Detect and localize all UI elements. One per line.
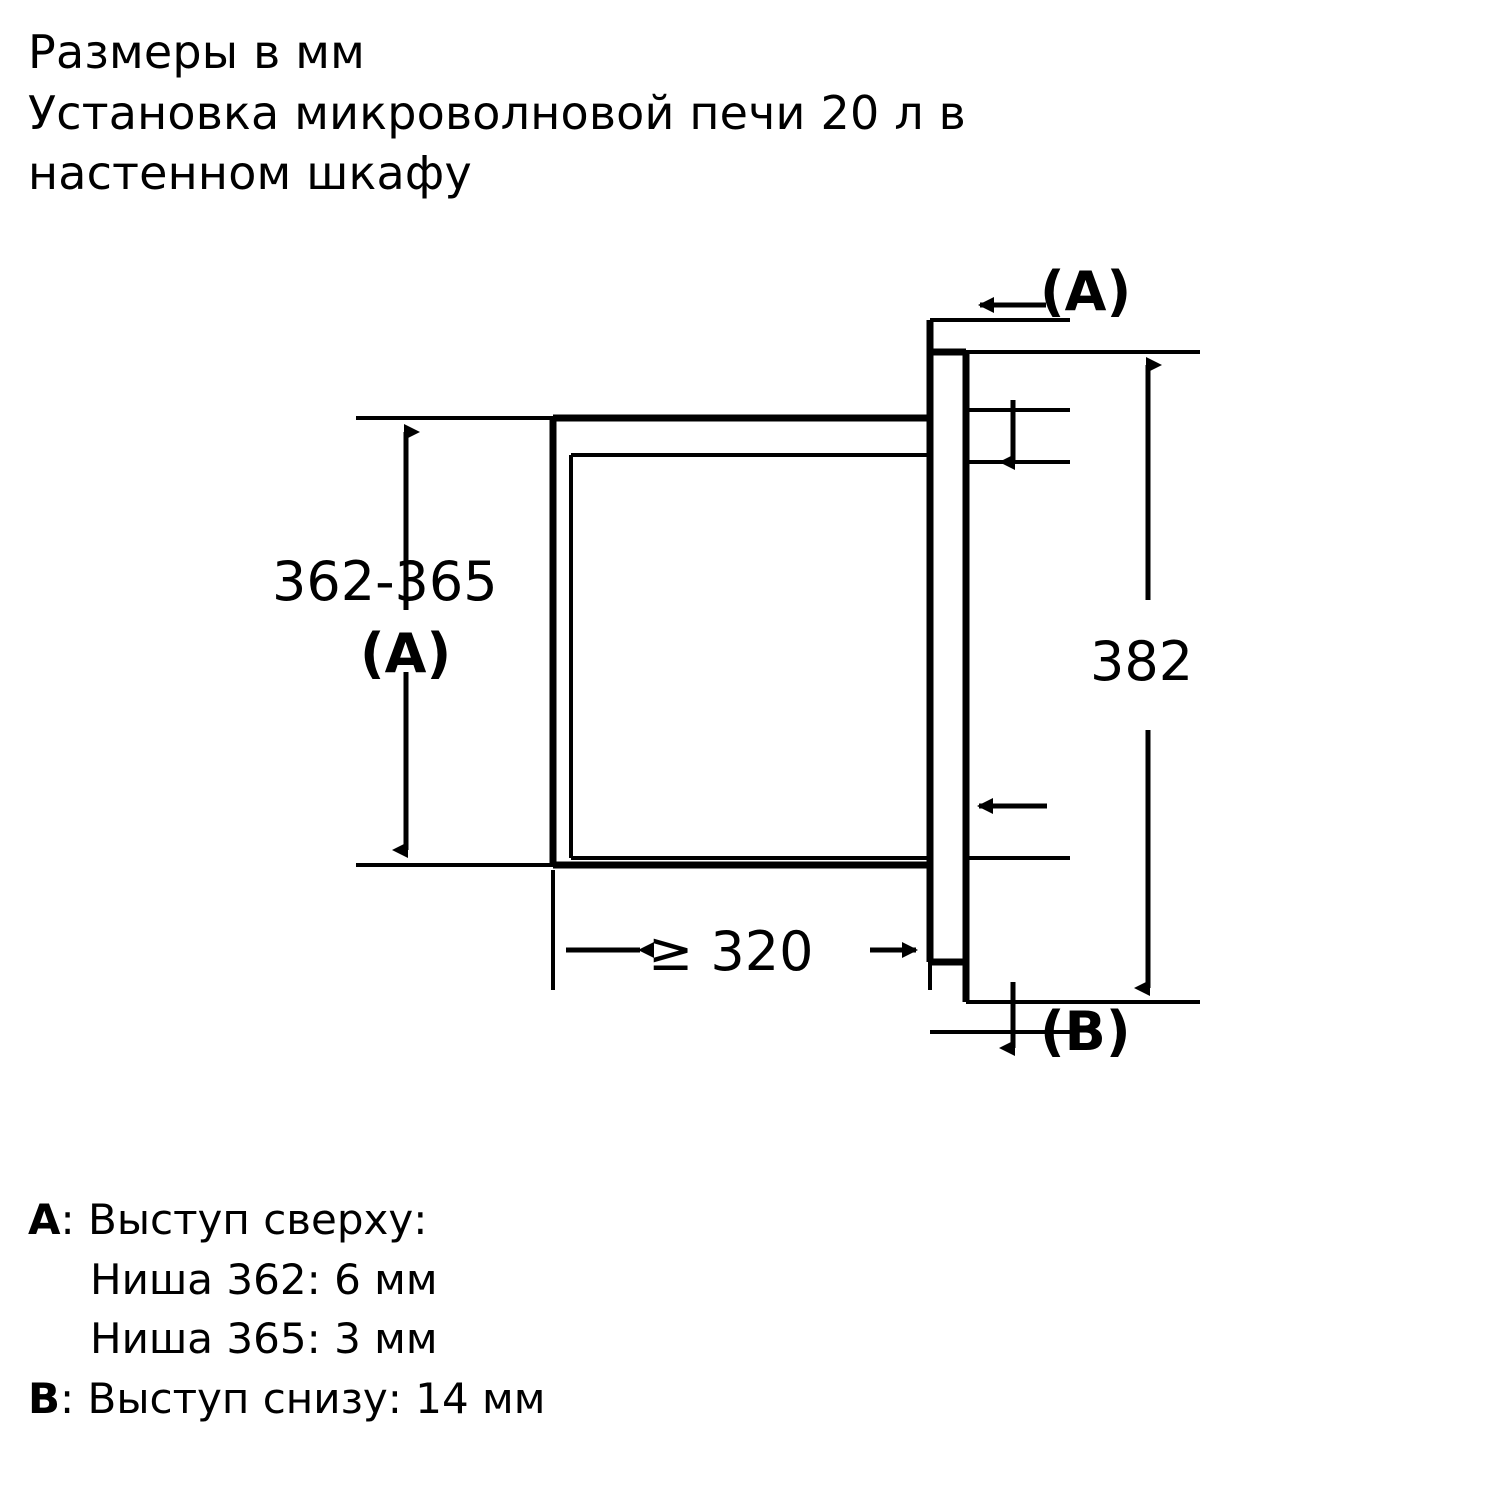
dim-top-overhang-label: (A) [1040, 260, 1132, 323]
legend-row-a [28, 1190, 1228, 1250]
appliance-body-outline [571, 455, 930, 858]
appliance-front-panel [930, 320, 966, 1002]
dim-niche-height-marker: (A) [360, 622, 452, 685]
title-line-3: настенном шкафу [28, 146, 472, 201]
legend-row-a-sub2: Ниша 365: 3 мм [90, 1314, 438, 1364]
dim-niche-depth-label: ≥ 320 [648, 920, 814, 983]
cabinet-outline [553, 418, 930, 865]
dim-inner-bottom [966, 806, 1070, 858]
dim-niche-height-label: 362-365 [272, 550, 498, 613]
dim-bottom-overhang-label: (B) [1040, 1000, 1131, 1063]
page-title [28, 22, 1348, 204]
installation-drawing [0, 210, 1500, 1110]
legend-text-b: : Выступ снизу: 14 мм [60, 1373, 546, 1423]
legend-key-b: B [28, 1373, 61, 1423]
title-line-2: Установка микроволновой печи 20 л в [28, 85, 966, 140]
legend-row-a-sub1: Ниша 362: 6 мм [90, 1254, 438, 1304]
legend-row-b [28, 1369, 1228, 1429]
drawing-svg [0, 210, 1500, 1110]
dim-inner-top [966, 400, 1070, 462]
legend-text-a: : Выступ сверху: [60, 1195, 428, 1244]
dim-front-height-label: 382 [1090, 630, 1194, 693]
legend [28, 1190, 1228, 1429]
legend-key-a: A [28, 1195, 61, 1244]
title-line-1: Размеры в мм [28, 25, 366, 79]
